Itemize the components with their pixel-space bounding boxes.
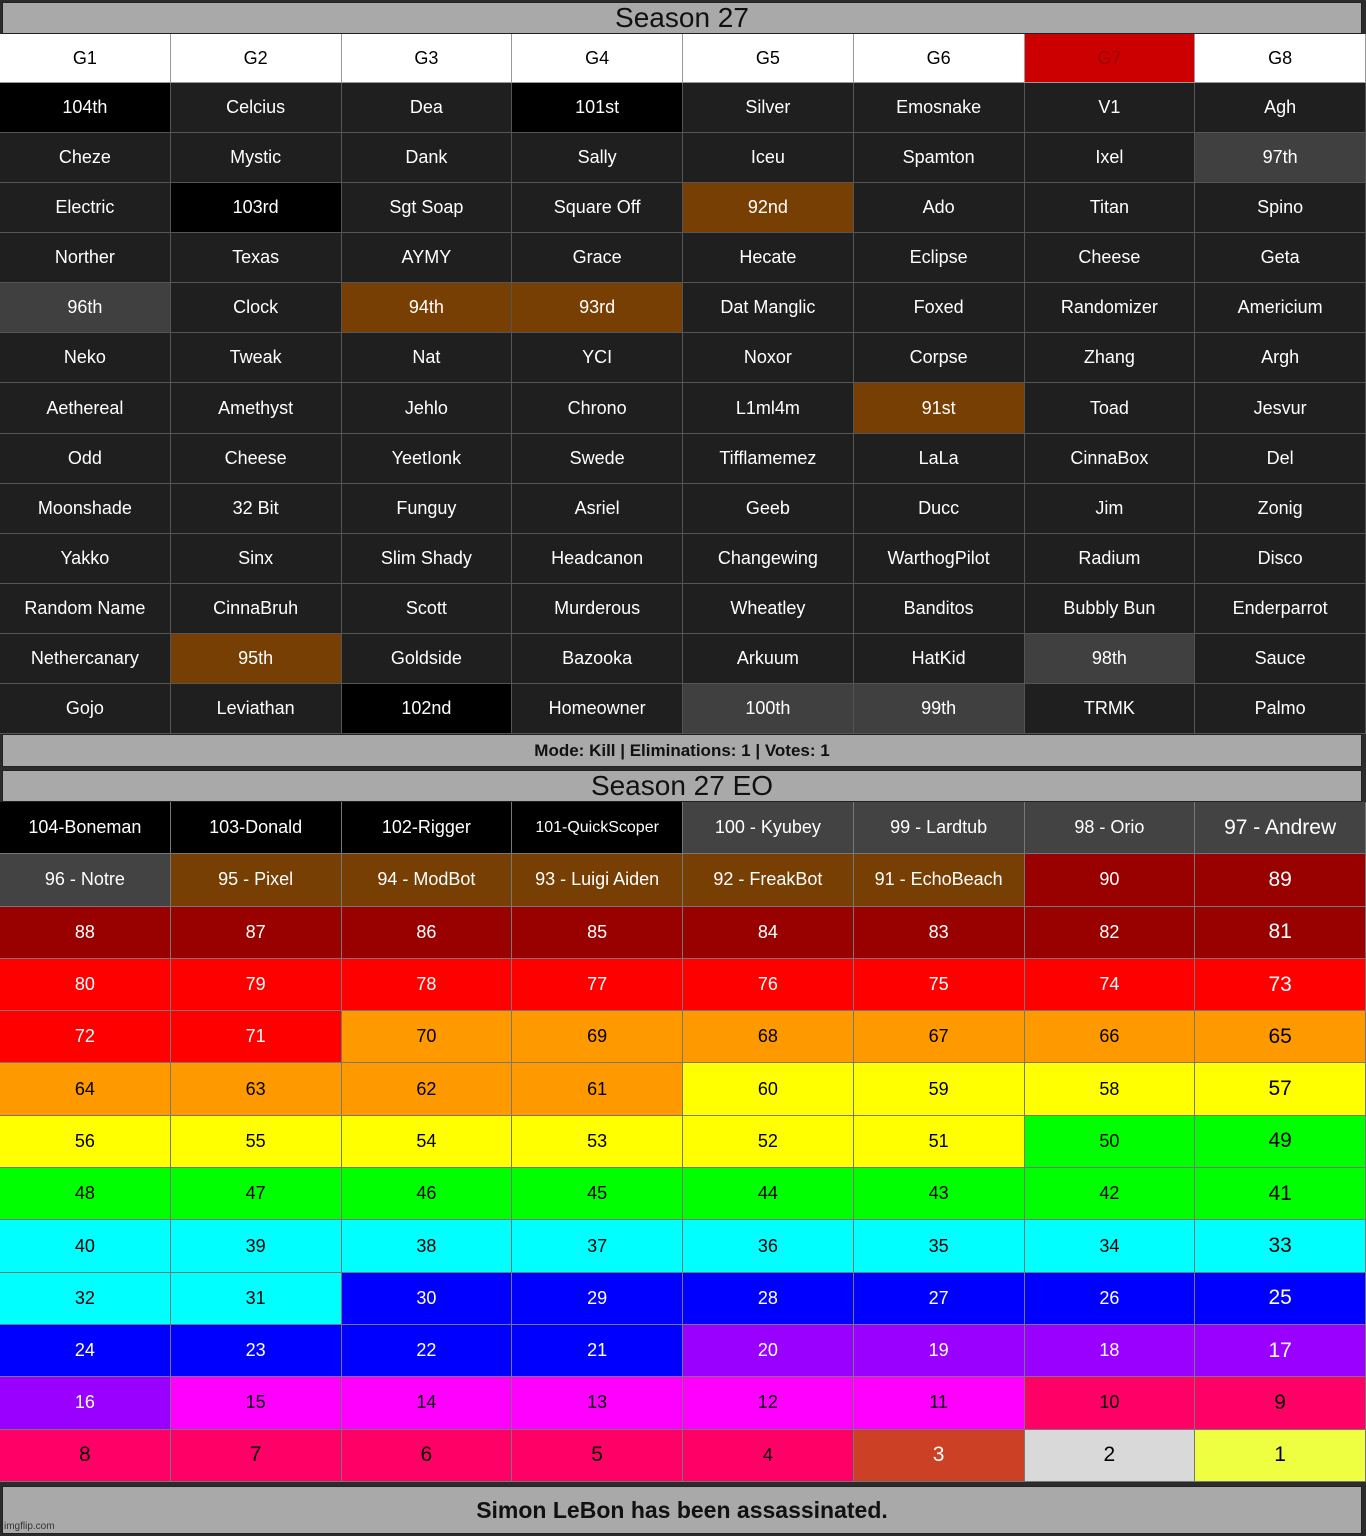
contestant-cell: Ado xyxy=(854,183,1025,233)
contestant-cell: CinnaBruh xyxy=(171,584,342,634)
contestant-cell: Tweak xyxy=(171,333,342,383)
mode-bar xyxy=(2,734,1362,767)
placement-cell: 27 xyxy=(854,1273,1025,1325)
placement-cell: 12 xyxy=(683,1377,854,1429)
placement-cell: 70 xyxy=(342,1011,513,1063)
contestant-cell: Odd xyxy=(0,434,171,484)
placement-cell: 2 xyxy=(1025,1430,1196,1482)
contestant-cell: Yakko xyxy=(0,534,171,584)
contestant-cell: Goldside xyxy=(342,634,513,684)
contestant-cell: 102nd xyxy=(342,684,513,734)
contestant-cell: Iceu xyxy=(683,133,854,183)
contestant-cell: Swede xyxy=(512,434,683,484)
contestant-cell: Hecate xyxy=(683,233,854,283)
placement-cell: 69 xyxy=(512,1011,683,1063)
column-header: G5 xyxy=(683,34,854,83)
placement-cell: 64 xyxy=(0,1063,171,1115)
placement-cell: 45 xyxy=(512,1168,683,1220)
placement-cell: 51 xyxy=(854,1116,1025,1168)
contestant-cell: Texas xyxy=(171,233,342,283)
contestant-cell: Cheese xyxy=(171,434,342,484)
placement-cell: 14 xyxy=(342,1377,513,1429)
placement-cell: 56 xyxy=(0,1116,171,1168)
result-text: Simon LeBon has been assassinated. xyxy=(476,1496,888,1523)
placement-cell: 38 xyxy=(342,1220,513,1272)
contestant-cell: Americium xyxy=(1195,283,1366,333)
contestant-cell: 98th xyxy=(1025,634,1196,684)
contestant-cell: Tifflamemez xyxy=(683,434,854,484)
contestant-cell: Clock xyxy=(171,283,342,333)
contestant-cell: 94th xyxy=(342,283,513,333)
mode-text: Mode: Kill | Eliminations: 1 | Votes: 1 xyxy=(534,740,830,760)
placement-cell: 60 xyxy=(683,1063,854,1115)
contestant-cell: Bazooka xyxy=(512,634,683,684)
contestant-cell: Changewing xyxy=(683,534,854,584)
contestant-cell: Moonshade xyxy=(0,484,171,534)
placement-cell: 4 xyxy=(683,1430,854,1482)
contestant-cell: 91st xyxy=(854,383,1025,433)
placement-cell: 36 xyxy=(683,1220,854,1272)
contestant-cell: CinnaBox xyxy=(1025,434,1196,484)
contestant-cell: Ixel xyxy=(1025,133,1196,183)
contestant-cell: Geeb xyxy=(683,484,854,534)
contestant-cell: Jehlo xyxy=(342,383,513,433)
contestant-cell: Spamton xyxy=(854,133,1025,183)
contestant-cell: AYMY xyxy=(342,233,513,283)
contestant-cell: Palmo xyxy=(1195,684,1366,734)
contestant-cell: HatKid xyxy=(854,634,1025,684)
placement-cell: 42 xyxy=(1025,1168,1196,1220)
placement-cell: 1 xyxy=(1195,1430,1366,1482)
contestant-cell: Gojo xyxy=(0,684,171,734)
contestant-cell: Eclipse xyxy=(854,233,1025,283)
placement-cell: 82 xyxy=(1025,907,1196,959)
contestant-cell: YeetIonk xyxy=(342,434,513,484)
placement-cell: 83 xyxy=(854,907,1025,959)
result-bar xyxy=(2,1486,1362,1534)
placement-cell: 96 - Notre xyxy=(0,854,171,906)
placement-cell: 65 xyxy=(1195,1011,1366,1063)
season-title: Season 27 xyxy=(615,2,749,33)
contestant-cell: Celcius xyxy=(171,83,342,133)
contestant-cell: Sally xyxy=(512,133,683,183)
placement-cell: 68 xyxy=(683,1011,854,1063)
placement-cell: 46 xyxy=(342,1168,513,1220)
placement-cell: 35 xyxy=(854,1220,1025,1272)
contestant-cell: Arkuum xyxy=(683,634,854,684)
contestant-cell: Funguy xyxy=(342,484,513,534)
contestant-cell: 101st xyxy=(512,83,683,133)
contestant-cell: Sgt Soap xyxy=(342,183,513,233)
eo-title-bar xyxy=(2,770,1362,802)
placement-cell: 80 xyxy=(0,959,171,1011)
contestant-cell: Dank xyxy=(342,133,513,183)
placement-cell: 59 xyxy=(854,1063,1025,1115)
contestant-cell: Spino xyxy=(1195,183,1366,233)
placement-cell: 73 xyxy=(1195,959,1366,1011)
eo-title: Season 27 EO xyxy=(590,770,774,801)
contestant-cell: Wheatley xyxy=(683,584,854,634)
placement-cell: 17 xyxy=(1195,1325,1366,1377)
placement-cell: 34 xyxy=(1025,1220,1196,1272)
placement-cell: 62 xyxy=(342,1063,513,1115)
contestant-cell: L1ml4m xyxy=(683,383,854,433)
placement-cell: 86 xyxy=(342,907,513,959)
placement-cell: 47 xyxy=(171,1168,342,1220)
placement-cell: 58 xyxy=(1025,1063,1196,1115)
placement-cell: 93 - Luigi Aiden xyxy=(512,854,683,906)
contestant-cell: Agh xyxy=(1195,83,1366,133)
placement-cell: 7 xyxy=(171,1430,342,1482)
placement-cell: 48 xyxy=(0,1168,171,1220)
placement-cell: 13 xyxy=(512,1377,683,1429)
placement-cell: 78 xyxy=(342,959,513,1011)
contestant-cell: Geta xyxy=(1195,233,1366,283)
contestant-cell: Amethyst xyxy=(171,383,342,433)
placement-cell: 8 xyxy=(0,1430,171,1482)
placement-cell: 102-Rigger xyxy=(342,802,513,854)
contestant-cell: Square Off xyxy=(512,183,683,233)
placement-cell: 28 xyxy=(683,1273,854,1325)
watermark: imgflip.com xyxy=(4,1521,55,1532)
contestant-cell: Emosnake xyxy=(854,83,1025,133)
placement-cell: 97 - Andrew xyxy=(1195,802,1366,854)
contestant-cell: Corpse xyxy=(854,333,1025,383)
contestant-cell: 95th xyxy=(171,634,342,684)
column-header: G4 xyxy=(512,34,683,83)
contestant-cell: Jesvur xyxy=(1195,383,1366,433)
season-grid xyxy=(0,34,1366,734)
placement-cell: 19 xyxy=(854,1325,1025,1377)
contestant-cell: V1 xyxy=(1025,83,1196,133)
contestant-cell: Silver xyxy=(683,83,854,133)
contestant-cell: Cheze xyxy=(0,133,171,183)
placement-cell: 75 xyxy=(854,959,1025,1011)
contestant-cell: Neko xyxy=(0,333,171,383)
placement-cell: 3 xyxy=(854,1430,1025,1482)
contestant-cell: Toad xyxy=(1025,383,1196,433)
season-title-bar xyxy=(2,2,1362,34)
placement-cell: 90 xyxy=(1025,854,1196,906)
placement-cell: 94 - ModBot xyxy=(342,854,513,906)
contestant-cell: Murderous xyxy=(512,584,683,634)
contestant-cell: Ducc xyxy=(854,484,1025,534)
placement-cell: 81 xyxy=(1195,907,1366,959)
contestant-cell: 104th xyxy=(0,83,171,133)
column-header: G3 xyxy=(342,34,513,83)
contestant-cell: Enderparrot xyxy=(1195,584,1366,634)
placement-cell: 52 xyxy=(683,1116,854,1168)
placement-cell: 49 xyxy=(1195,1116,1366,1168)
contestant-cell: Headcanon xyxy=(512,534,683,584)
placement-cell: 43 xyxy=(854,1168,1025,1220)
contestant-cell: Del xyxy=(1195,434,1366,484)
placement-cell: 18 xyxy=(1025,1325,1196,1377)
contestant-cell: Argh xyxy=(1195,333,1366,383)
placement-cell: 10 xyxy=(1025,1377,1196,1429)
placement-cell: 20 xyxy=(683,1325,854,1377)
placement-cell: 92 - FreakBot xyxy=(683,854,854,906)
column-header: G2 xyxy=(171,34,342,83)
contestant-cell: Mystic xyxy=(171,133,342,183)
contestant-cell: Noxor xyxy=(683,333,854,383)
contestant-cell: Jim xyxy=(1025,484,1196,534)
placement-cell: 5 xyxy=(512,1430,683,1482)
placement-cell: 85 xyxy=(512,907,683,959)
contestant-cell: Sinx xyxy=(171,534,342,584)
contestant-cell: Dea xyxy=(342,83,513,133)
placement-cell: 26 xyxy=(1025,1273,1196,1325)
placement-cell: 88 xyxy=(0,907,171,959)
placement-cell: 16 xyxy=(0,1377,171,1429)
contestant-cell: Slim Shady xyxy=(342,534,513,584)
column-header: G6 xyxy=(854,34,1025,83)
contestant-cell: Nethercanary xyxy=(0,634,171,684)
contestant-cell: Scott xyxy=(342,584,513,634)
placement-cell: 57 xyxy=(1195,1063,1366,1115)
placement-cell: 103-Donald xyxy=(171,802,342,854)
contestant-cell: 93rd xyxy=(512,283,683,333)
contestant-cell: Cheese xyxy=(1025,233,1196,283)
placement-cell: 95 - Pixel xyxy=(171,854,342,906)
contestant-cell: Banditos xyxy=(854,584,1025,634)
contestant-cell: Zhang xyxy=(1025,333,1196,383)
placement-cell: 104-Boneman xyxy=(0,802,171,854)
contestant-cell: Chrono xyxy=(512,383,683,433)
contestant-cell: Randomizer xyxy=(1025,283,1196,333)
placement-cell: 91 - EchoBeach xyxy=(854,854,1025,906)
placement-cell: 61 xyxy=(512,1063,683,1115)
contestant-cell: Nat xyxy=(342,333,513,383)
placement-cell: 32 xyxy=(0,1273,171,1325)
contestant-cell: Grace xyxy=(512,233,683,283)
placement-cell: 39 xyxy=(171,1220,342,1272)
contestant-cell: 97th xyxy=(1195,133,1366,183)
contestant-cell: Norther xyxy=(0,233,171,283)
placement-cell: 72 xyxy=(0,1011,171,1063)
placement-cell: 55 xyxy=(171,1116,342,1168)
column-header: G8 xyxy=(1195,34,1366,83)
placement-cell: 76 xyxy=(683,959,854,1011)
placement-cell: 63 xyxy=(171,1063,342,1115)
placement-cell: 33 xyxy=(1195,1220,1366,1272)
contestant-cell: 99th xyxy=(854,684,1025,734)
placement-cell: 53 xyxy=(512,1116,683,1168)
contestant-cell: 100th xyxy=(683,684,854,734)
placement-cell: 84 xyxy=(683,907,854,959)
placement-cell: 50 xyxy=(1025,1116,1196,1168)
placement-cell: 54 xyxy=(342,1116,513,1168)
placement-cell: 25 xyxy=(1195,1273,1366,1325)
contestant-cell: TRMK xyxy=(1025,684,1196,734)
contestant-cell: Sauce xyxy=(1195,634,1366,684)
placement-cell: 23 xyxy=(171,1325,342,1377)
placement-cell: 15 xyxy=(171,1377,342,1429)
placement-cell: 9 xyxy=(1195,1377,1366,1429)
placement-cell: 98 - Orio xyxy=(1025,802,1196,854)
placement-cell: 101-QuickScoper xyxy=(512,802,683,854)
contestant-cell: Radium xyxy=(1025,534,1196,584)
contestant-cell: Dat Manglic xyxy=(683,283,854,333)
contestant-cell: 92nd xyxy=(683,183,854,233)
contestant-cell: Random Name xyxy=(0,584,171,634)
placement-cell: 87 xyxy=(171,907,342,959)
placement-cell: 21 xyxy=(512,1325,683,1377)
placement-cell: 31 xyxy=(171,1273,342,1325)
placement-cell: 6 xyxy=(342,1430,513,1482)
contestant-cell: LaLa xyxy=(854,434,1025,484)
placement-cell: 41 xyxy=(1195,1168,1366,1220)
placement-cell: 99 - Lardtub xyxy=(854,802,1025,854)
placement-cell: 37 xyxy=(512,1220,683,1272)
placement-cell: 30 xyxy=(342,1273,513,1325)
placement-cell: 29 xyxy=(512,1273,683,1325)
contestant-cell: 103rd xyxy=(171,183,342,233)
placement-cell: 67 xyxy=(854,1011,1025,1063)
eo-grid xyxy=(0,802,1366,1482)
contestant-cell: Foxed xyxy=(854,283,1025,333)
placement-cell: 89 xyxy=(1195,854,1366,906)
placement-cell: 100 - Kyubey xyxy=(683,802,854,854)
contestant-cell: Electric xyxy=(0,183,171,233)
placement-cell: 74 xyxy=(1025,959,1196,1011)
column-header: G1 xyxy=(0,34,171,83)
placement-cell: 22 xyxy=(342,1325,513,1377)
contestant-cell: Asriel xyxy=(512,484,683,534)
placement-cell: 79 xyxy=(171,959,342,1011)
column-header: G7 xyxy=(1025,34,1196,83)
contestant-cell: Zonig xyxy=(1195,484,1366,534)
contestant-cell: Bubbly Bun xyxy=(1025,584,1196,634)
contestant-cell: YCI xyxy=(512,333,683,383)
contestant-cell: Disco xyxy=(1195,534,1366,584)
contestant-cell: WarthogPilot xyxy=(854,534,1025,584)
placement-cell: 40 xyxy=(0,1220,171,1272)
placement-cell: 11 xyxy=(854,1377,1025,1429)
placement-cell: 77 xyxy=(512,959,683,1011)
placement-cell: 66 xyxy=(1025,1011,1196,1063)
contestant-cell: 96th xyxy=(0,283,171,333)
contestant-cell: Homeowner xyxy=(512,684,683,734)
contestant-cell: Leviathan xyxy=(171,684,342,734)
placement-cell: 24 xyxy=(0,1325,171,1377)
placement-cell: 71 xyxy=(171,1011,342,1063)
contestant-cell: Aethereal xyxy=(0,383,171,433)
contestant-cell: 32 Bit xyxy=(171,484,342,534)
placement-cell: 44 xyxy=(683,1168,854,1220)
contestant-cell: Titan xyxy=(1025,183,1196,233)
